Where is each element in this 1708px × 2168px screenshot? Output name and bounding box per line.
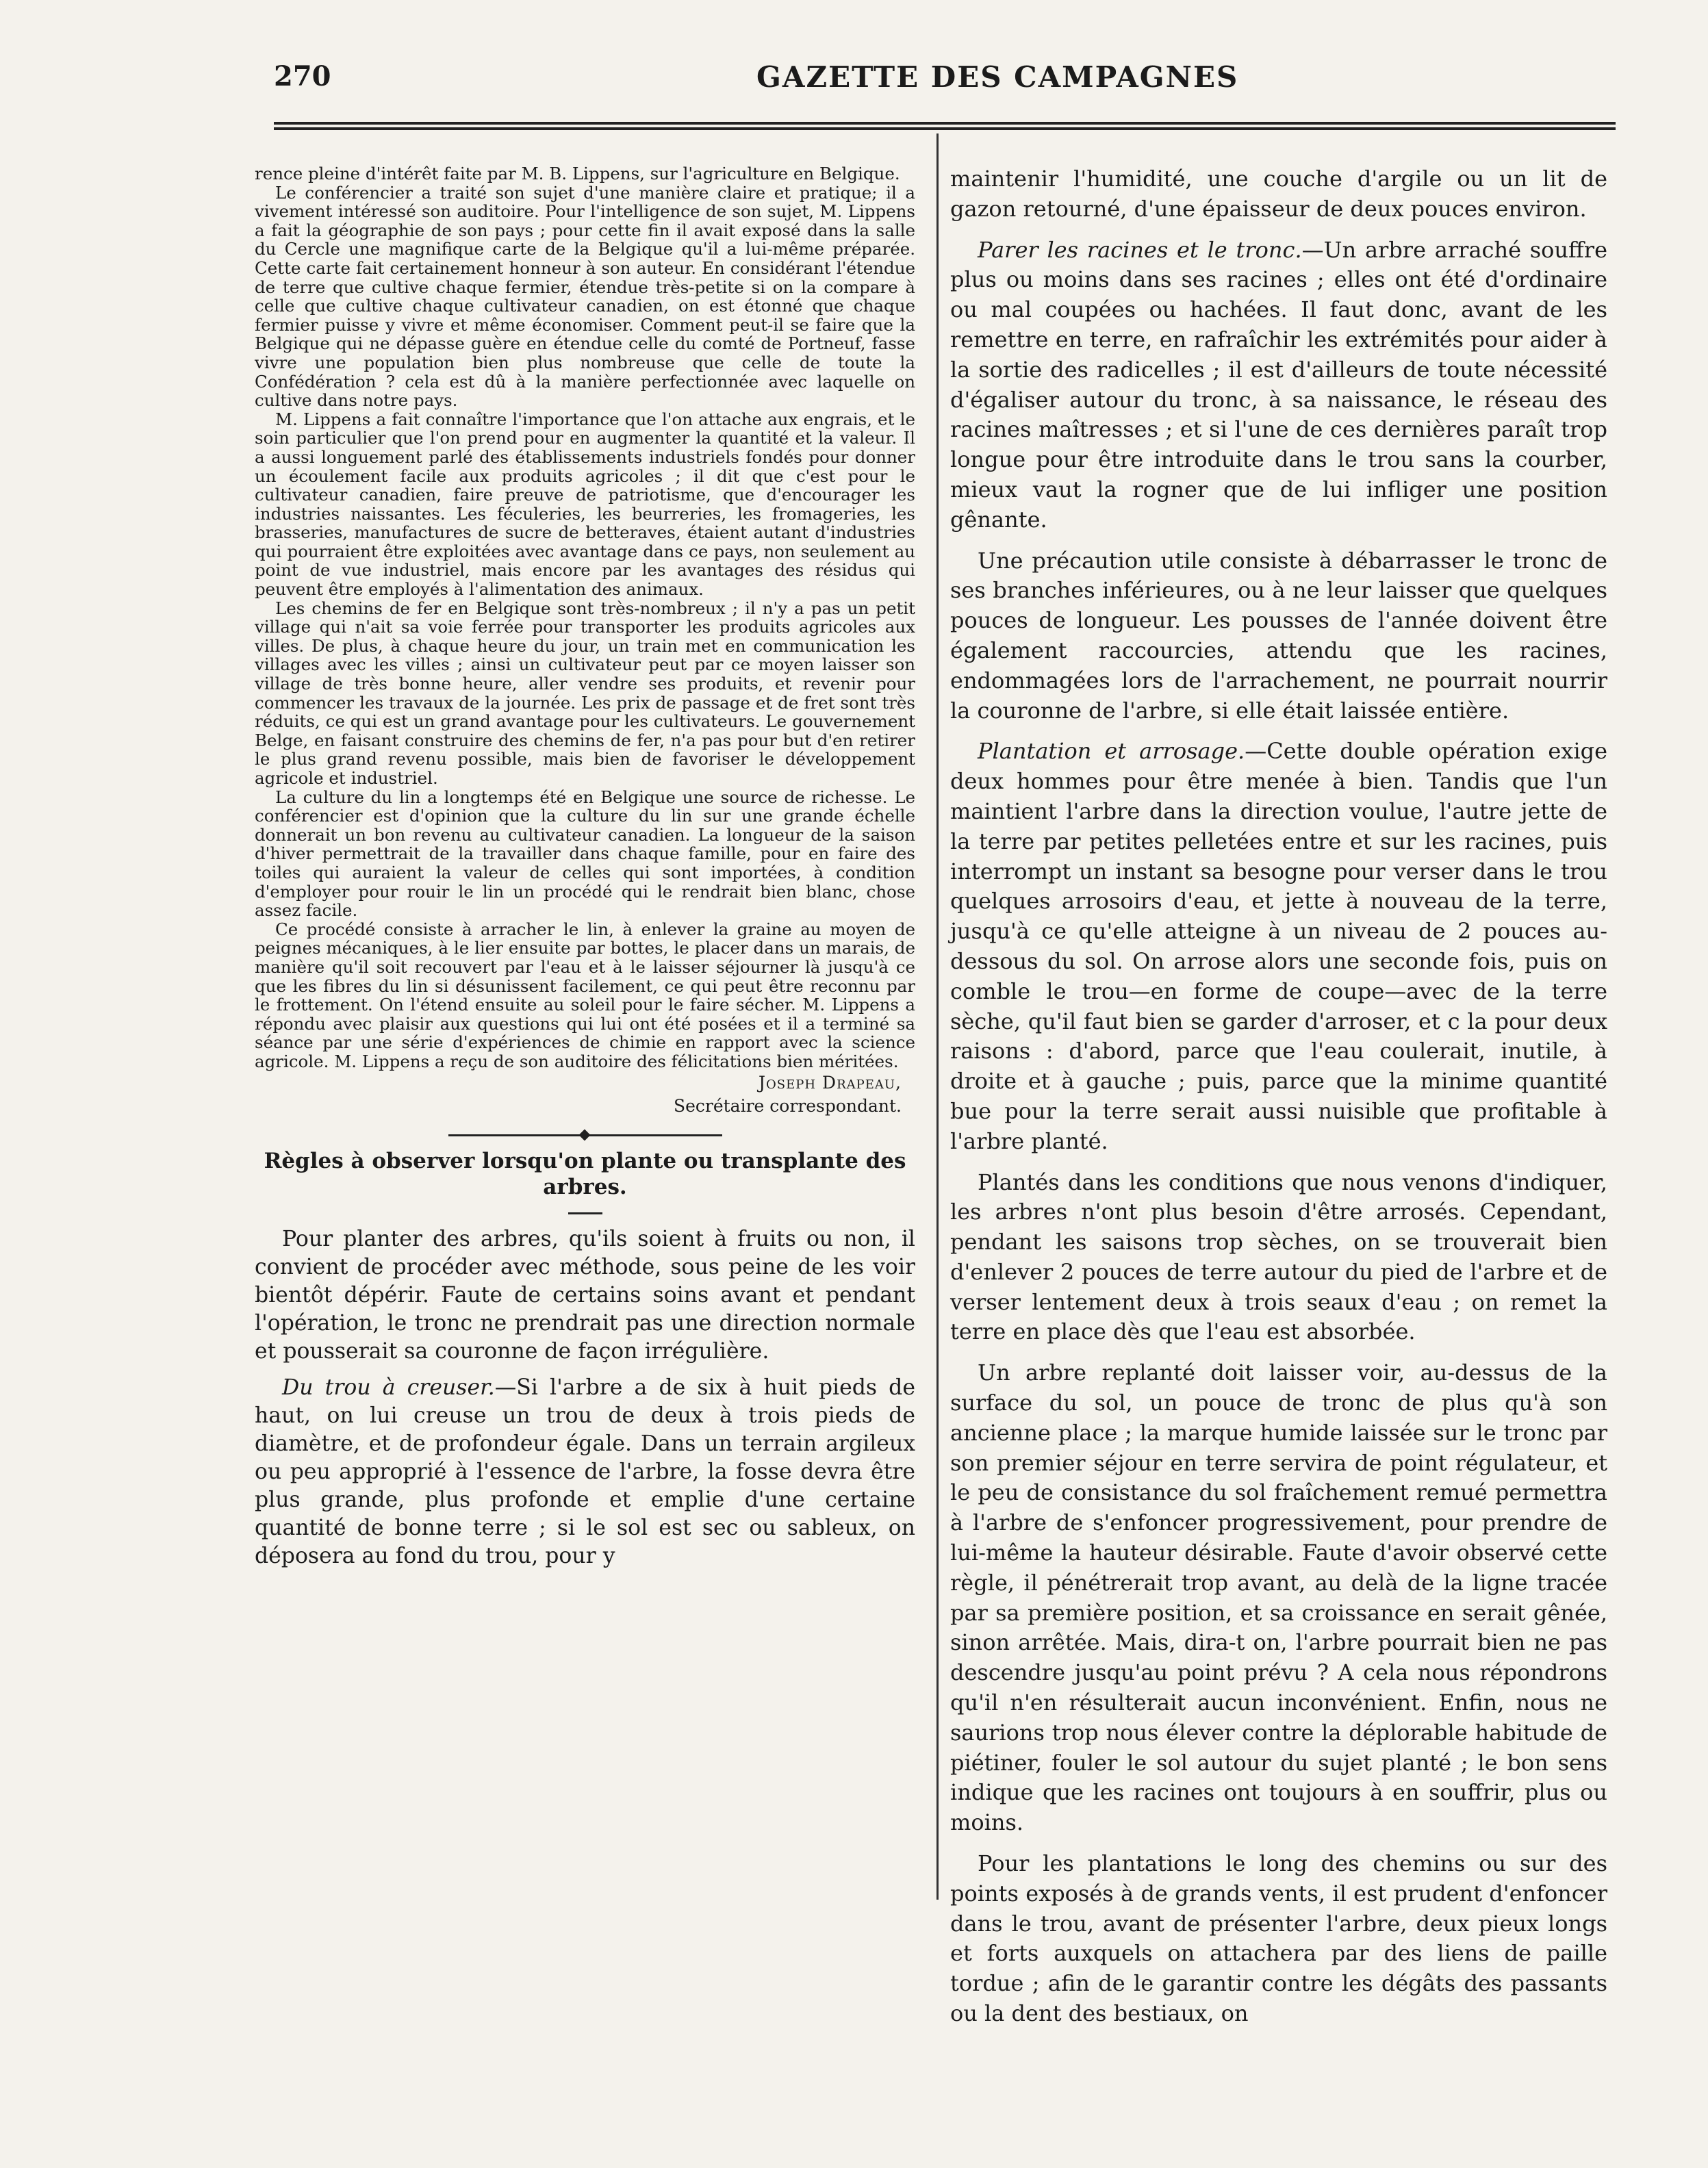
header-double-rule <box>274 122 1616 130</box>
section-lead: Du trou à creuser. <box>282 1375 495 1400</box>
paragraph: rence pleine d'intérêt faite par M. B. Lippens, sur l'agriculture en Belgique. <box>255 164 900 183</box>
paragraph: Les chemins de fer en Belgique sont très-nombreux ; il n'y a pas un petit village qui n'ait sa voie ferrée pour transporter les produits agricoles aux villes. De plus, à chaque heure du jour, un train met en communication les villages avec les villes ; ainsi un cultivateur peut par ce moyen laisser son village de très bonne heure, aller vendre ses produits, et revenir pour commencer les travaux de la journée. Les prix de passage et de fret sont très réduits, ce qui est un grand avantage pour les cultivateurs. Le gouvernement Belge, en faisant construire des chemins de fer, n'a pas pour but d'en retirer le plus grand revenu possible, mais bien de favoriser le développement agricole et industriel. <box>255 598 915 788</box>
column-divider <box>936 133 939 1900</box>
signature-name: Joseph Drapeau, <box>759 1072 902 1093</box>
section-lead: Parer les racines et le tronc. <box>978 236 1302 263</box>
section-lead: Plantation et arrosage. <box>978 738 1245 765</box>
paragraph: Du trou à creuser.—Si l'arbre a de six à huit pieds de haut, on lui creuse un trou de deux à trois pieds de diamètre, et de profondeur égale. Dans un terrain argileux ou peu approprié à l'essence de l'arbre, la fosse devra être plus grande, plus profonde et emplie d'une certaine quantité de bonne terre ; si le sol est sec ou sableux, on déposera au fond du trou, pour y <box>255 1375 915 1568</box>
conference-report <box>255 164 915 1071</box>
paragraph: Ce procédé consiste à arracher le lin, à enlever la graine au moyen de peignes mécaniques, à le lier ensuite par bottes, le placer dans un marais, de manière qu'il soit recouvert par l'eau et à le laisser séjourner là jusqu'à ce que les fibres du lin si désunissent facilement, ce qui peut être reconnu par le frottement. On l'étend ensuite au soleil pour le faire sécher. M. Lippens a répondu avec plaisir aux questions qui lui ont été posées et il a terminé sa séance par une série d'expériences de chimie en rapport avec la science agricole. M. Lippens a reçu de son auditoire des félicitations bien méritées. <box>255 919 915 1071</box>
signature-title: Secrétaire correspondant. <box>673 1095 902 1116</box>
article-body-left <box>255 1225 915 1570</box>
masthead-title: GAZETTE DES CAMPAGNES <box>756 60 1239 94</box>
page-number: 270 <box>274 60 331 92</box>
article-title: Règles à observer lorsqu'on plante ou transplante des arbres. <box>264 1148 906 1199</box>
signature-block <box>255 1071 915 1118</box>
left-column <box>255 164 915 1570</box>
paragraph: La culture du lin a longtemps été en Belgique une source de richesse. Le conférencier est d'opinion que la culture du lin sur une grande échelle donnerait un bon revenu au cultivateur canadien. La longueur de la saison d'hiver permettrait de la travailler dans chaque famille, pour en faire des toiles qui auraient la valeur de celles qui sont importées, à condition d'employer pour rouir le lin un procédé qui le rendrait bien blanc, chose assez facile. <box>255 787 915 921</box>
paragraph: maintenir l'humidité, une couche d'argile ou un lit de gazon retourné, d'une épaisseur de deux pouces environ. <box>950 166 1607 222</box>
paragraph: Plantation et arrosage.—Cette double opération exige deux hommes pour être menée à bien. Tandis que l'un maintient l'arbre dans la direction voulue, l'autre jette de la terre par petites pelletées entre et sur les racines, puis interrompt un instant sa besogne pour verser dans le trou quelques arrosoirs d'eau, et jette à nouveau de la terre, jusqu'à ce qu'elle atteigne à un niveau de 2 pouces au-dessous du sol. On arrose alors une seconde fois, puis on comble le trou—en forme de coupe—avec de la terre sèche, qu'il faut bien se garder d'arroser, et c la pour deux raisons : d'abord, parce que l'eau coulerait, inutile, à droite et à gauche ; puis, parce que la minime quantité bue pour la terre serait aussi nuisible que profitable à l'arbre planté. <box>950 738 1608 1154</box>
right-column <box>950 164 1607 2029</box>
paragraph: Parer les racines et le tronc.—Un arbre arraché souffre plus ou moins dans ses racines ; elles ont été d'ordinaire ou mal coupées ou hachées. Il faut donc, avant de les remettre en terre, en rafraîchir les extrémités pour aider à la sortie des radicelles ; il est d'ailleurs de toute nécessité d'égaliser autour du tronc, à sa naissance, le réseau des racines maîtresses ; et si l'une de ces dernières paraît trop longue pour être introduite dans le trou sans la courber, mieux vaut la rogner que de lui infliger une position gênante. <box>950 236 1608 533</box>
paragraph: Pour les plantations le long des chemins ou sur des points exposés à de grands vents, il est prudent d'enfoncer dans le trou, avant de présenter l'arbre, deux pieux longs et forts auxquels on attachera par des liens de paille tordue ; afin de le garantir contre les dégâts des passants ou la dent des bestiaux, on <box>950 1850 1607 2027</box>
paragraph: M. Lippens a fait connaître l'importance que l'on attache aux engrais, et le soin particulier que l'on prend pour en augmenter la quantité et la valeur. Il a aussi longuement parlé des établissements industriels fondés pour donner un écoulement facile aux produits agricoles ; il dit que c'est pour le cultivateur canadien, faire preuve de patriotisme, que d'encourager les industries naissantes. Les féculeries, les beurreries, les fromageries, les brasseries, manufactures de sucre de betteraves, étaient autant d'industries qui pourraient être exploitées avec avantage dans ce pays, non seulement au point de vue industriel, mais encore par les avantages des résidus qui peuvent être employés à l'alimentation des animaux. <box>255 409 915 600</box>
paragraph: Le conférencier a traité son sujet d'une manière claire et pratique; il a vivement intéressé son auditoire. Pour l'intelligence de son sujet, M. Lippens a fait la géographie de son pays ; pour cette fin il avait exposé dans la salle du Cercle une magnifique carte de la Belgique qu'il a lui-même préparée. Cette carte fait certainement honneur à son auteur. En considérant l'étendue de terre que cultive chaque fermier, étendue très-petite si on la compare à celle que cultive chaque cultivateur canadien, on est étonné que chaque fermier puisse y vivre et même économiser. Comment peut-il se faire que la Belgique qui ne dépasse guère en étendue celle du comté de Portneuf, fasse vivre une population bien plus nombreuse que celle de toute la Confédération ? cela est dû à la manière perfectionnée avec laquelle on cultive dans notre pays. <box>255 182 915 411</box>
paragraph: Une précaution utile consiste à débarrasser le tronc de ses branches inférieures, ou à ne leur laisser que quelques pouces de longueur. Les pousses de l'année doivent être également raccourcies, attendu que les racines, endommagées lors de l'arrachement, ne pourrait nourrir la couronne de l'arbre, si elle était laissée entière. <box>950 547 1607 724</box>
section-ornament <box>448 1130 722 1140</box>
page-header <box>274 60 1616 108</box>
paragraph: Un arbre replanté doit laisser voir, au-dessus de la surface du sol, un pouce de tronc de plus qu'à son ancienne place ; la marque humide laissée sur le tronc par son premier séjour en terre servira de point régulateur, et le peu de consistance du sol fraîchement remué permettra à l'arbre de s'enfoncer progressivement, pour prendre de lui-même la hauteur désirable. Faute d'avoir observé cette règle, il pénétrerait trop avant, au delà de la ligne tracée par sa première position, et sa croissance en serait gênée, sinon arrêtée. Mais, dira-t on, l'arbre pourrait bien ne pas descendre jusqu'au point prévu ? A cela nous répondrons qu'il n'en résulterait aucun inconvénient. Enfin, nous ne saurions trop nous élever contre la déplorable habitude de piétiner, fouler le sol autour du sujet planté ; le bon sens indique que les racines ont toujours à en souffrir, plus ou moins. <box>950 1360 1607 1836</box>
paragraph: Plantés dans les conditions que nous venons d'indiquer, les arbres n'ont plus besoin d'être arrosés. Cependant, pendant les saisons trop sèches, on se trouverait bien d'enlever 2 pouces de terre autour du pied de l'arbre et de verser lentement deux à trois seaux d'eau ; on remet la terre en place dès que l'eau est absorbée. <box>950 1169 1607 1345</box>
paragraph: Pour planter des arbres, qu'ils soient à fruits ou non, il convient de procéder avec méthode, sous peine de les voir bientôt dépérir. Faute de certains soins avant et pendant l'opération, le tronc ne prendrait pas une direction normale et pousserait sa couronne de façon irrégulière. <box>255 1226 915 1364</box>
title-dash <box>568 1212 602 1214</box>
